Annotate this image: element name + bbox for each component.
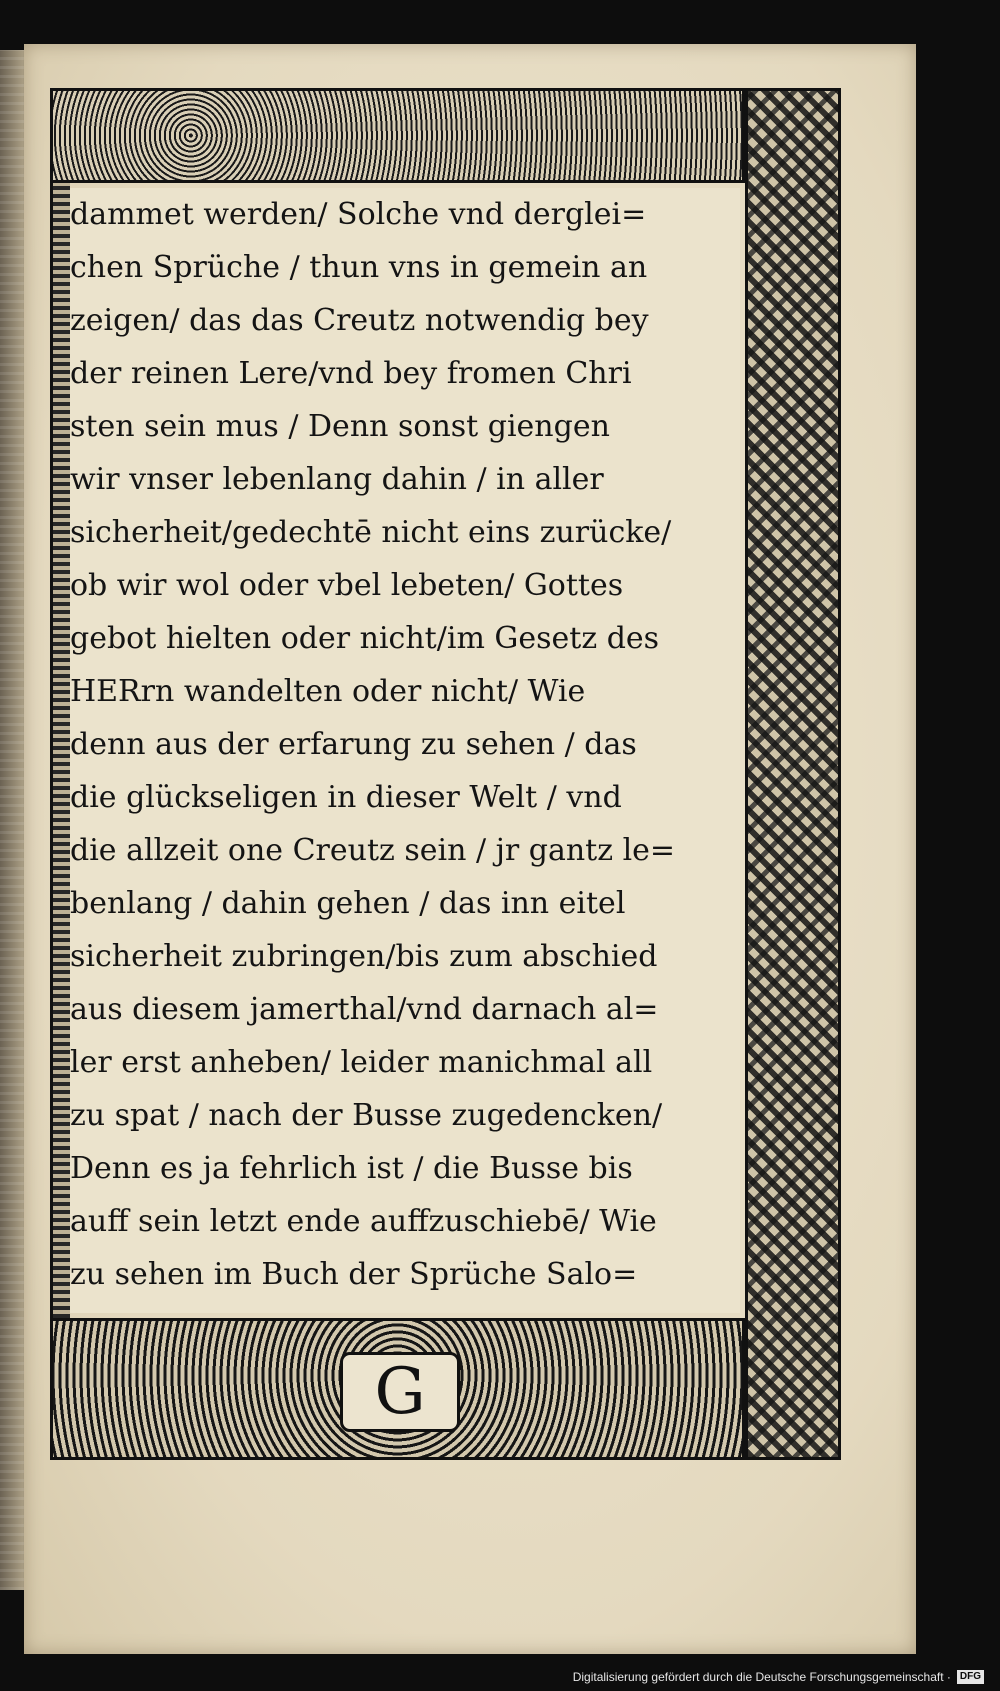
text-line: sten sein mus / Denn sonst giengen: [70, 409, 610, 444]
text-line: denn aus der erfarung zu sehen / das: [70, 727, 637, 762]
text-line: chen Sprüche / thun vns in gemein an: [70, 250, 648, 285]
text-line: HERrn wandelten oder nicht/ Wie: [70, 674, 586, 709]
funding-credit: Digitalisierung gefördert durch die Deutsche Forschungsgemeinschaft ·: [572, 1670, 951, 1684]
text-line: zu spat / nach der Busse zugedencken/: [70, 1098, 663, 1133]
woodcut-border-left: [50, 183, 70, 1318]
text-line: die glückseligen in dieser Welt / vnd: [70, 780, 622, 815]
text-line: zu sehen im Buch der Sprüche Salo=: [70, 1257, 638, 1292]
woodcut-border-right: [745, 88, 841, 1460]
text-line: sicherheit/gedechtē nicht eins zurücke/: [70, 515, 672, 550]
signature-cartouche: [340, 1352, 460, 1432]
text-line: ler erst anheben/ leider manichmal all: [70, 1045, 653, 1080]
digitization-footer: [573, 1668, 984, 1686]
text-line: zeigen/ das das Creutz notwendig bey: [70, 303, 649, 338]
text-line: wir vnser lebenlang dahin / in aller: [70, 462, 604, 497]
text-line: gebot hielten oder nicht/im Gesetz des: [70, 621, 660, 656]
text-line: Denn es ja fehrlich ist / die Busse bis: [70, 1151, 633, 1186]
text-block: [70, 188, 740, 1313]
text-line: die allzeit one Creutz sein / jr gantz le=: [70, 833, 676, 868]
text-line: auff sein letzt ende auffzuschiebē/ Wie: [70, 1204, 657, 1239]
text-line: dammet werden/ Solche vnd derglei=: [70, 197, 647, 232]
signature-mark: G: [374, 1355, 426, 1429]
woodcut-border-top: [50, 88, 745, 183]
text-line: aus diesem jamerthal/vnd darnach al=: [70, 992, 659, 1027]
text-line: benlang / dahin gehen / das inn eitel: [70, 886, 626, 921]
dfg-logo: DFG: [957, 1670, 984, 1684]
text-line: der reinen Lere/vnd bey fromen Chri: [70, 356, 632, 391]
text-line: ob wir wol oder vbel lebeten/ Gottes: [70, 568, 624, 603]
text-line: sicherheit zubringen/bis zum abschied: [70, 939, 658, 974]
